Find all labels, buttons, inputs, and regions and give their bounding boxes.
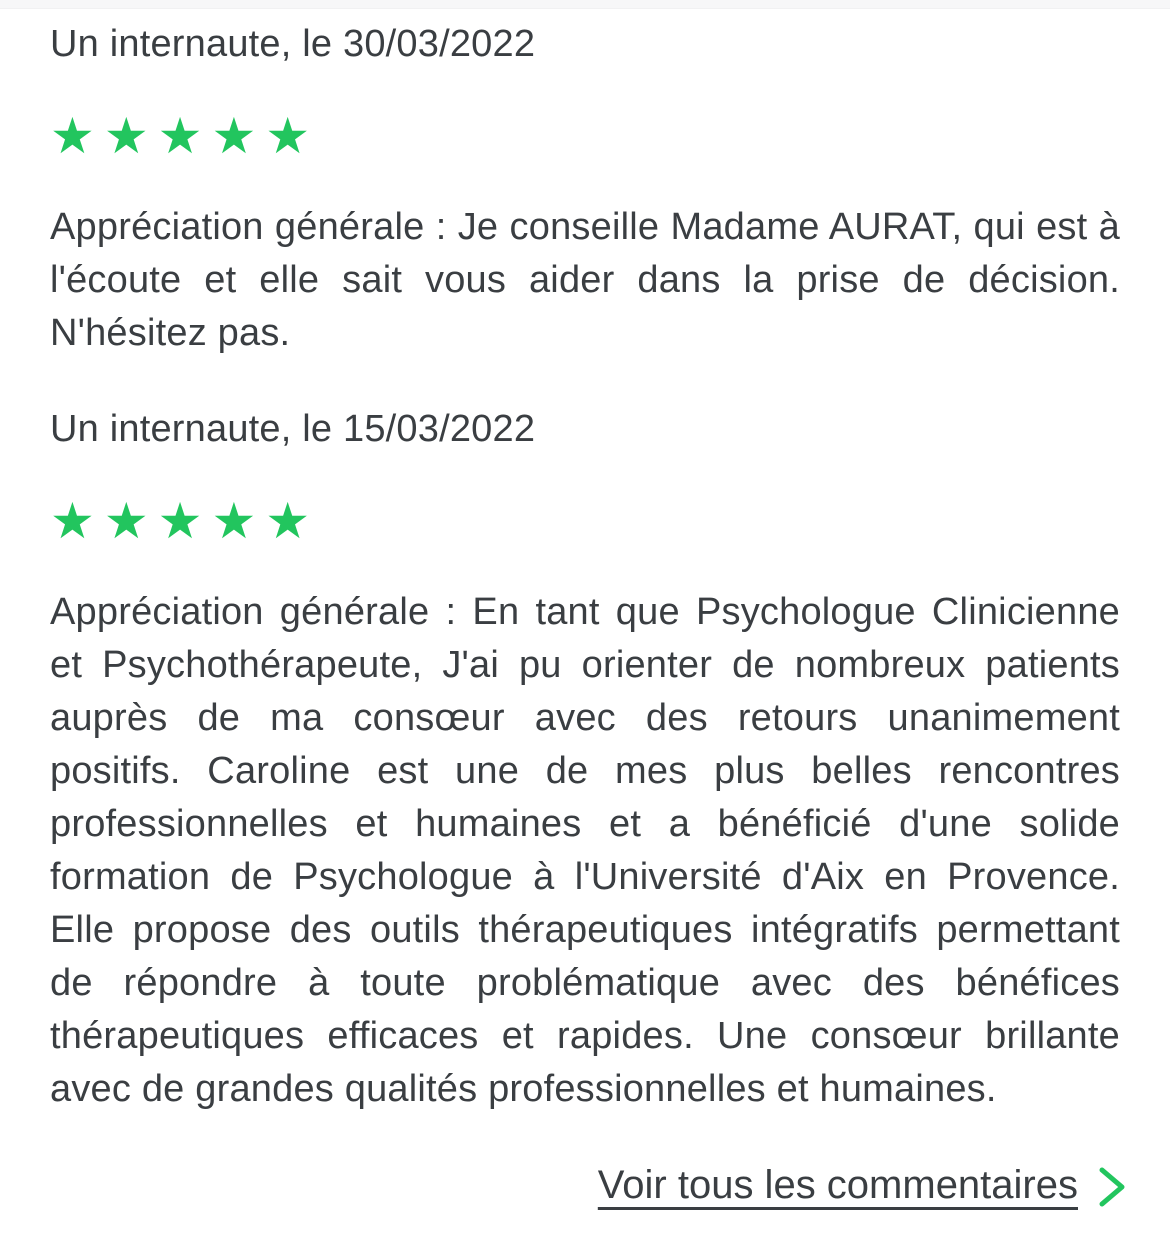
review-text: Appréciation générale : En tant que Psychologue Clinicienne et Psychothérapeute, J'ai pu orienter de nombreux patients auprès de ma consœur avec des retours unanimement positifs. Caroline est une de mes plus belles rencontres professionnelles et humaines et a bénéficié d'une solide formation de Psychologue à l'Université d'Aix en Provence. Elle propose des outils thérapeutiques intégratifs permettant de répondre à toute problématique avec des bénéfices thérapeutiques efficaces et rapides. Une consœur brillante avec de grandes qualités professionnelles et humaines. — [50, 591, 1120, 1110]
review-text: Appréciation générale : Je conseille Madame AURAT, qui est à l'écoute et elle sait vous aider dans la prise de décision. N'hésitez pas. — [50, 206, 1120, 354]
review-author-date: Un internaute, le 15/03/2022 — [50, 408, 536, 450]
review-author-date: Un internaute, le 30/03/2022 — [50, 23, 536, 65]
review-item — [50, 406, 1120, 1116]
reviews-footer — [0, 1158, 1170, 1212]
star-rating: ★★★★★ — [50, 493, 320, 549]
section-divider — [0, 0, 1170, 9]
review-item — [50, 21, 1120, 360]
star-rating: ★★★★★ — [50, 108, 320, 164]
reviews-section — [0, 9, 1170, 1116]
chevron-right-icon — [1096, 1162, 1128, 1212]
view-all-comments-link[interactable]: Voir tous les commentaires — [597, 1163, 1078, 1207]
